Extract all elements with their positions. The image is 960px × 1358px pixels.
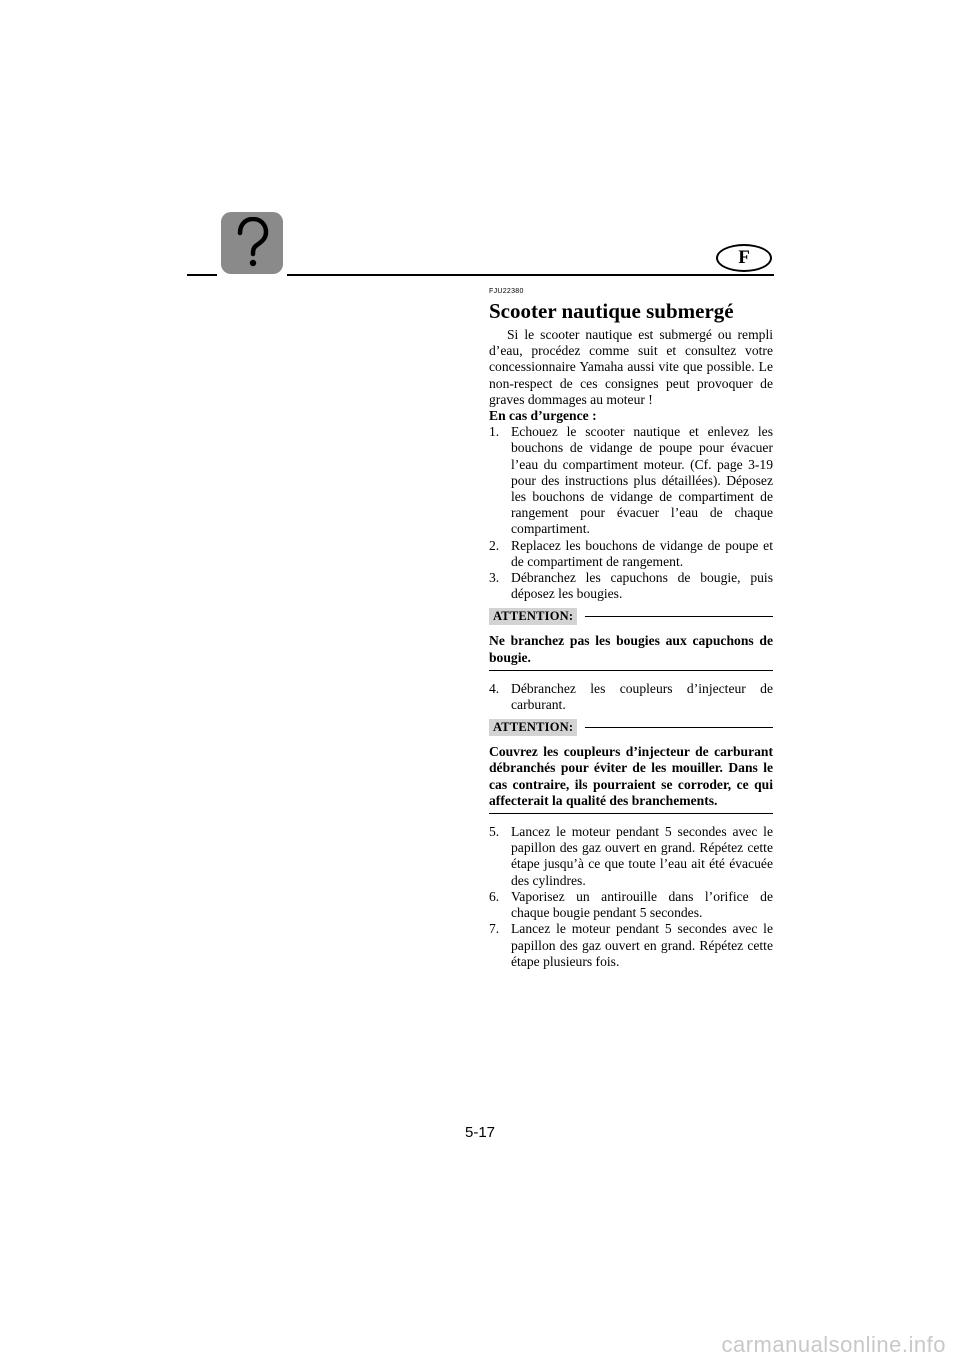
steps-list-b <box>489 681 773 713</box>
steps-list-c <box>489 824 773 970</box>
attention-text-2: Couvrez les coupleurs d’injecteur de carburant débranchés pour éviter de les mouiller. Dans le cas contraire, ils pourraient se corroder, ce qui affecterait la qualité des branchements. <box>489 744 773 808</box>
list-item: 4. Débranchez les coupleurs d’injecteur de carburant. <box>489 680 773 713</box>
main-content <box>489 288 773 970</box>
language-badge: F <box>716 244 772 272</box>
header-rule-right <box>287 274 774 276</box>
header-rule-left <box>187 274 217 276</box>
page-number: 5-17 <box>464 1124 496 1141</box>
attention-end-rule <box>489 670 773 671</box>
steps-list-a <box>489 424 773 602</box>
list-item: 2. Replacez les bouchons de vidange de poupe et de compartiment de rangement. <box>489 537 773 569</box>
list-item: 3. Débranchez les capuchons de bougie, puis déposez les bougies. <box>489 570 773 602</box>
intro-paragraph: Si le scooter nautique est submergé ou rempli d’eau, procédez comme suit et consultez votre concessionnaire Yamaha aussi vite que possible. Le non-respect de ces consignes peut provoquer de graves dommages au moteur ! <box>489 327 773 407</box>
question-mark-icon <box>232 217 272 269</box>
list-item: 6. Vaporisez un antirouille dans l’orifice de chaque bougie pendant 5 secondes. <box>489 888 773 921</box>
attention-header-1 <box>489 608 773 625</box>
attention-rule <box>585 616 773 617</box>
emergency-heading: En cas d’urgence : <box>489 408 597 424</box>
attention-header-2 <box>489 719 773 736</box>
list-item: 1. Echouez le scooter nautique et enlevez les bouchons de vidange de poupe pour évacuer l’eau du compartiment moteur. (Cf. page 3-19 pour des instructions plus détaillées). Déposez les bouchons de vidange de compartiment de rangement pour évacuer l’eau de chaque compartiment. <box>489 424 773 537</box>
attention-end-rule <box>489 813 773 814</box>
section-code: FJU22380 <box>489 288 524 295</box>
section-title: Scooter nautique submergé <box>489 299 734 323</box>
list-item: 5. Lancez le moteur pendant 5 secondes avec le papillon des gaz ouvert en grand. Répétez cette étape jusqu’à ce que toute l’eau ait été évacuée des cylindres. <box>489 824 773 888</box>
attention-label: ATTENTION: <box>489 719 577 736</box>
watermark: carmanualsonline.info <box>721 1332 946 1357</box>
attention-label: ATTENTION: <box>489 608 577 625</box>
attention-rule <box>585 727 773 728</box>
list-item: 7. Lancez le moteur pendant 5 secondes avec le papillon des gaz ouvert en grand. Répétez cette étape plusieurs fois. <box>489 921 773 969</box>
attention-text-1: Ne branchez pas les bougies aux capuchons de bougie. <box>489 633 773 665</box>
help-box <box>221 212 283 274</box>
